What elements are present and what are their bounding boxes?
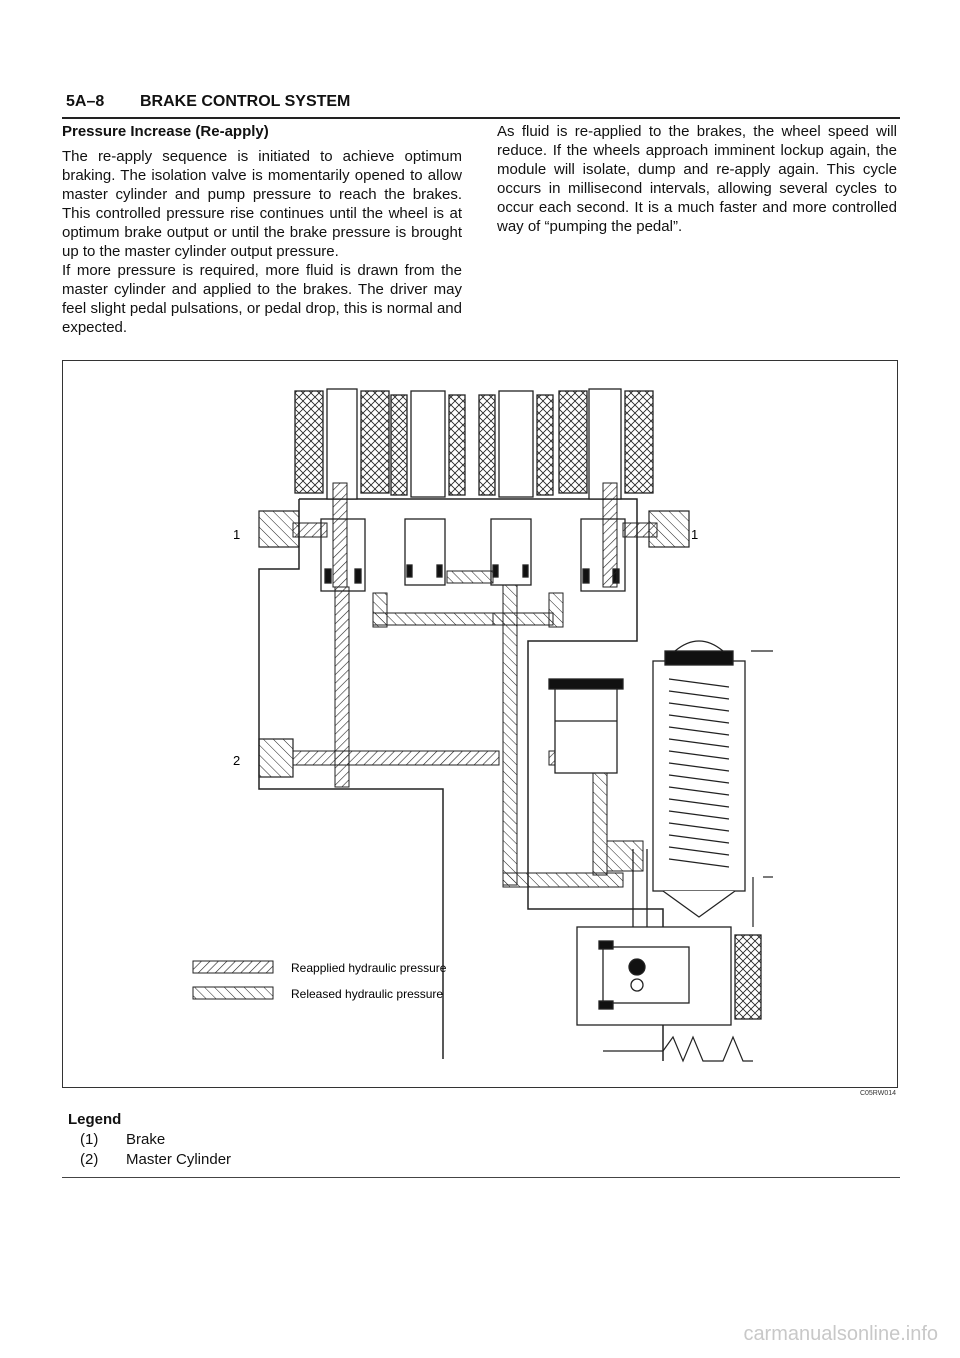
key-swatch-reapplied [193,961,273,973]
figure-code: C05RW014 [859,1090,896,1097]
legend-item [68,1150,231,1170]
key-label-released: Released hydraulic pressure [291,987,444,1001]
legend-item-number: (2) [80,1151,99,1168]
left-column [62,122,462,337]
callout-1-right: 1 [691,527,699,542]
hydraulic-diagram [63,361,899,1089]
page-header [62,93,900,119]
paragraph: The re-apply sequence is initiated to achieve optimum braking. The isolation valve is momentarily opened to allow master cylinder and pump pressure to reach the brakes. This controlled pressure rise continues until the wheel is at optimum brake output or until the brake pressure is brought up to the master cylinder output pressure. [62,148,462,260]
legend-item-number: (1) [80,1131,99,1148]
section-title: BRAKE CONTROL SYSTEM [140,93,351,110]
hydraulic-diagram-figure [62,360,898,1088]
motor-housing-edge [603,1037,753,1061]
paragraph: As fluid is re-applied to the brakes, the wheel speed will reduce. If the wheels approach imminent lockup again, the module will isolate, dump and re-apply again. This cycle occurs in millisecond intervals, allowing several cycles to occur each second. It is a much faster and more controlled way of “pumping the pedal”. [497,123,897,235]
section-heading: Pressure Increase (Re-apply) [62,123,269,140]
legend-title: Legend [68,1111,122,1128]
callout-1-left: 1 [233,527,241,542]
legend-item-label: Master Cylinder [126,1151,232,1168]
accumulator [549,679,623,773]
watermark: carmanualsonline.info [743,1323,938,1345]
paragraph: If more pressure is required, more fluid is drawn from the master cylinder and applied to the brakes. The driver may feel slight pedal pulsations, or pedal drop, this is normal and expected. [62,262,462,336]
key-swatch-released [193,987,273,999]
page-number: 5A–8 [66,93,105,110]
footer-rule [62,1177,900,1178]
right-column [497,122,897,236]
master-cylinder-port [259,739,293,777]
legend-item [68,1130,231,1150]
legend [68,1110,231,1170]
callout-2: 2 [233,753,241,768]
legend-item-label: Brake [126,1131,166,1148]
key-label-reapplied: Reapplied hydraulic pressure [291,961,447,975]
